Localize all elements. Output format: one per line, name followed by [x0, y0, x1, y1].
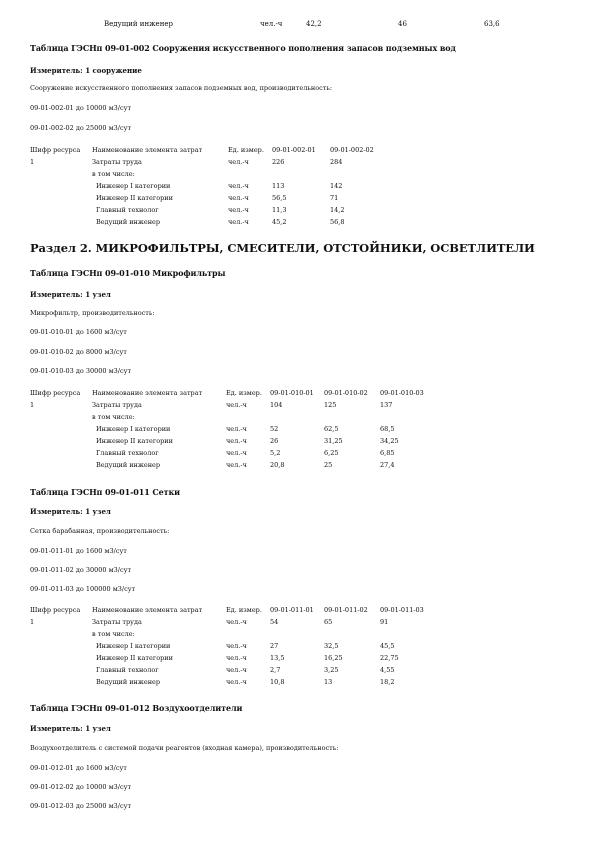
row-unit-cell: чел.-ч [226, 461, 247, 469]
row-value-cell: 31,25 [324, 437, 343, 445]
table-header-cell: 09-01-011-02 [324, 606, 368, 614]
table-011-description: Сетка барабанная, производительность: [30, 527, 170, 535]
table-011-meter: Измеритель: 1 узел [30, 507, 111, 516]
row-unit-cell: чел.-ч [226, 618, 247, 626]
top-row-value-3: 63,6 [484, 20, 500, 28]
row-unit-cell: чел.-ч [226, 425, 247, 433]
row-name-cell: в том числе: [92, 630, 135, 638]
table-012-code-3: 09-01-012-03 до 25000 м3/сут [30, 802, 132, 810]
row-value-cell: 20,8 [270, 461, 285, 469]
top-row-name: Ведущий инженер [104, 20, 173, 28]
table-010-meter: Измеритель: 1 узел [30, 290, 111, 299]
row-unit-cell: чел.-ч [226, 666, 247, 674]
row-value-cell: 16,25 [324, 654, 343, 662]
row-value-cell: 71 [330, 194, 339, 202]
row-value-cell: 10,8 [270, 678, 285, 686]
row-unit-cell: чел.-ч [228, 194, 249, 202]
table-002-code-2: 09-01-002-02 до 25000 м3/сут [30, 124, 132, 132]
table-010-code-2: 09-01-010-02 до 8000 м3/сут [30, 348, 127, 356]
row-name-cell: Главный технолог [96, 206, 159, 214]
row-name-cell: Ведущий инженер [96, 678, 161, 686]
row-unit-cell: чел.-ч [228, 158, 249, 166]
table-010-title: Таблица ГЭСНп 09-01-010 Микрофильтры [30, 268, 226, 278]
row-name-cell: Затраты труда [92, 401, 142, 409]
row-value-cell: 52 [270, 425, 279, 433]
row-value-cell: 2,7 [270, 666, 281, 674]
row-name-cell: Инженер I категории [96, 182, 171, 190]
table-002-description: Сооружение искусственного пополнения запасов подземных вод, производительность: [30, 84, 333, 92]
table-002-meter: Измеритель: 1 сооружение [30, 66, 142, 75]
row-unit-cell: чел.-ч [226, 654, 247, 662]
row-value-cell: 34,25 [380, 437, 399, 445]
row-name-cell: Главный технолог [96, 666, 159, 674]
row-value-cell: 3,25 [324, 666, 339, 674]
row-value-cell: 45,2 [272, 218, 287, 226]
row-unit-cell: чел.-ч [226, 642, 247, 650]
table-002-title: Таблица ГЭСНп 09-01-002 Сооружения искусственного пополнения запасов подземных вод [30, 43, 456, 53]
row-value-cell: 14,2 [330, 206, 345, 214]
row-unit-cell: чел.-ч [226, 678, 247, 686]
row-value-cell: 25 [324, 461, 333, 469]
row-code-cell: 1 [30, 401, 35, 409]
row-value-cell: 62,5 [324, 425, 339, 433]
row-unit-cell: чел.-ч [226, 437, 247, 445]
row-value-cell: 125 [324, 401, 337, 409]
row-name-cell: Инженер II категории [96, 654, 173, 662]
section-2-title: Раздел 2. МИКРОФИЛЬТРЫ, СМЕСИТЕЛИ, ОТСТОЙНИКИ, ОСВЕТЛИТЕЛИ [30, 241, 535, 255]
row-value-cell: 284 [330, 158, 343, 166]
table-010-description: Микрофильтр, производительность: [30, 309, 155, 317]
table-012-title: Таблица ГЭСНп 09-01-012 Воздухоотделители [30, 703, 243, 713]
table-header-cell: Ед. измер. [226, 606, 262, 614]
table-header-cell: Ед. измер. [226, 389, 262, 397]
table-header-cell: 09-01-011-03 [380, 606, 424, 614]
table-002-code-1: 09-01-002-01 до 10000 м3/сут [30, 104, 132, 112]
row-name-cell: Затраты труда [92, 618, 142, 626]
table-header-cell: 09-01-010-03 [380, 389, 424, 397]
row-name-cell: в том числе: [92, 170, 135, 178]
row-value-cell: 5,2 [270, 449, 281, 457]
row-value-cell: 6,85 [380, 449, 395, 457]
table-011-code-1: 09-01-011-01 до 1600 м3/сут [30, 547, 127, 555]
row-value-cell: 56,8 [330, 218, 345, 226]
table-010-code-3: 09-01-010-03 до 30000 м3/сут [30, 367, 132, 375]
table-header-cell: 09-01-011-01 [270, 606, 314, 614]
row-name-cell: Инженер I категории [96, 642, 171, 650]
row-value-cell: 27,4 [380, 461, 395, 469]
row-value-cell: 137 [380, 401, 393, 409]
row-value-cell: 13 [324, 678, 333, 686]
table-011-code-3: 09-01-011-03 до 100000 м3/сут [30, 585, 136, 593]
table-012-code-1: 09-01-012-01 до 1600 м3/сут [30, 764, 127, 772]
row-value-cell: 32,5 [324, 642, 339, 650]
table-header-cell: Наименование элемента затрат [92, 146, 203, 154]
table-header-cell: 09-01-002-01 [272, 146, 316, 154]
table-header-cell: 09-01-010-01 [270, 389, 314, 397]
table-header-cell: 09-01-010-02 [324, 389, 368, 397]
row-name-cell: Ведущий инженер [96, 461, 161, 469]
row-code-cell: 1 [30, 158, 35, 166]
row-name-cell: Инженер II категории [96, 194, 173, 202]
row-unit-cell: чел.-ч [226, 449, 247, 457]
row-unit-cell: чел.-ч [228, 218, 249, 226]
table-header-cell: Шифр ресурса [30, 606, 81, 614]
row-value-cell: 22,75 [380, 654, 399, 662]
row-name-cell: Инженер II категории [96, 437, 173, 445]
row-value-cell: 68,5 [380, 425, 395, 433]
table-010-code-1: 09-01-010-01 до 1600 м3/сут [30, 328, 127, 336]
row-value-cell: 113 [272, 182, 285, 190]
table-header-cell: Наименование элемента затрат [92, 389, 203, 397]
row-name-cell: Ведущий инженер [96, 218, 161, 226]
row-value-cell: 45,5 [380, 642, 395, 650]
table-header-cell: Шифр ресурса [30, 146, 81, 154]
row-name-cell: Инженер I категории [96, 425, 171, 433]
table-header-cell: Ед. измер. [228, 146, 264, 154]
top-row-value-2: 46 [398, 20, 407, 28]
row-unit-cell: чел.-ч [228, 182, 249, 190]
table-012-description: Воздухоотделитель с системой подачи реагентов (входная камера), производительность: [30, 744, 339, 752]
table-012-meter: Измеритель: 1 узел [30, 724, 111, 733]
row-value-cell: 26 [270, 437, 279, 445]
row-value-cell: 11,3 [272, 206, 287, 214]
row-value-cell: 142 [330, 182, 343, 190]
row-value-cell: 4,55 [380, 666, 395, 674]
row-value-cell: 27 [270, 642, 279, 650]
row-value-cell: 226 [272, 158, 285, 166]
row-unit-cell: чел.-ч [228, 206, 249, 214]
row-name-cell: Главный технолог [96, 449, 159, 457]
table-011-title: Таблица ГЭСНп 09-01-011 Сетки [30, 487, 180, 497]
table-header-cell: 09-01-002-02 [330, 146, 374, 154]
table-header-cell: Наименование элемента затрат [92, 606, 203, 614]
row-unit-cell: чел.-ч [226, 401, 247, 409]
row-value-cell: 65 [324, 618, 333, 626]
row-value-cell: 54 [270, 618, 279, 626]
row-name-cell: в том числе: [92, 413, 135, 421]
top-row-unit: чел.-ч [260, 20, 283, 28]
table-header-cell: Шифр ресурса [30, 389, 81, 397]
row-value-cell: 13,5 [270, 654, 285, 662]
table-011-code-2: 09-01-011-02 до 30000 м3/сут [30, 566, 132, 574]
row-value-cell: 91 [380, 618, 389, 626]
row-value-cell: 6,25 [324, 449, 339, 457]
row-value-cell: 104 [270, 401, 283, 409]
row-code-cell: 1 [30, 618, 35, 626]
table-012-code-2: 09-01-012-02 до 10000 м3/сут [30, 783, 132, 791]
row-value-cell: 18,2 [380, 678, 395, 686]
top-row-value-1: 42,2 [306, 20, 322, 28]
row-name-cell: Затраты труда [92, 158, 142, 166]
row-value-cell: 56,5 [272, 194, 287, 202]
